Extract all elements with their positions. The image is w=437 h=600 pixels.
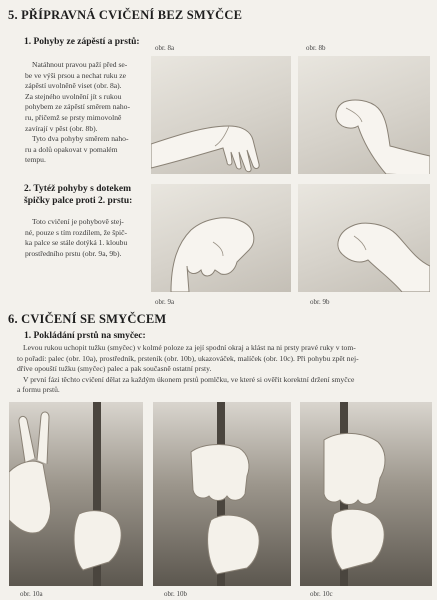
section-6-text [17, 343, 431, 396]
photo-10a [9, 402, 143, 586]
text-line: ka palce se stále dotýká 1. kloubu [25, 238, 128, 248]
text-line: Toto cvičení je pohybově stej- [32, 217, 124, 226]
text-line: Natáhnout pravou paží před se- [32, 60, 128, 69]
hand-closed-touch-illustration [298, 184, 430, 292]
photo-8b [298, 56, 430, 174]
caption-10b: obr. 10b [164, 590, 187, 598]
hand-hanging-illustration [151, 56, 291, 174]
section-5-title: 5. PŘÍPRAVNÁ CVIČENÍ BEZ SMYČCE [8, 8, 243, 22]
caption-10a: obr. 10a [20, 590, 43, 598]
heading-line: 2. Tytéž pohyby s dotekem [24, 184, 132, 194]
exercise-1-heading: 1. Pohyby ze zápěstí a prstů: [24, 37, 140, 47]
photo-9b [298, 184, 430, 292]
caption-8b: obr. 8b [306, 44, 326, 52]
caption-9a: obr. 9a [155, 298, 175, 306]
text-line: zavírají v pěst (obr. 8b). [25, 123, 98, 133]
hand-on-bow-10a-illustration [9, 402, 143, 586]
text-line: pohybem ze zápěstí směrem naho- [25, 102, 131, 112]
exercise-3-heading: 1. Pokládání prstů na smyčec: [24, 331, 146, 341]
text-line: tempu. [25, 155, 46, 165]
text-line: ru a dolů opakovat v pomalém [25, 144, 118, 154]
text-line: né, pouze s tím rozdílem, že špič- [25, 227, 128, 237]
photo-8a [151, 56, 291, 174]
text-line: V první fázi těchto cvičení dělat za každým úkonem prstů pomlčku, ve které si ověřit korektní držení smyčce [23, 374, 355, 384]
text-line: ru, přičemž se prsty mimovolně [25, 112, 122, 122]
exercise-1-text [25, 60, 140, 166]
text-line: Za stejného uvolnění jít s rukou [25, 91, 122, 101]
text-line: zápěstí uvolněně viset (obr. 8a). [25, 81, 122, 91]
photo-9a [151, 184, 291, 292]
caption-10c: obr. 10c [310, 590, 333, 598]
hand-on-bow-10c-illustration [300, 402, 432, 586]
text-line: dříve opouští tužku (smyčec) palec a pak současně ostatní prsty. [17, 364, 212, 374]
exercise-2-text [25, 217, 142, 259]
section-6-title: 6. CVIČENÍ SE SMYČCEM [8, 312, 167, 326]
caption-9b: obr. 9b [310, 298, 330, 306]
hand-fist-illustration [298, 56, 430, 174]
text-line: Levou rukou uchopit tužku (smyčec) v kolmé poloze za její spodní okraj a klást na ni prsty pravé ruky v tom- [23, 343, 356, 352]
photo-10c [300, 402, 432, 586]
text-line: Tyto dva pohyby směrem naho- [32, 134, 129, 144]
text-line: prostředního prstu (obr. 9a, 9b). [25, 248, 122, 258]
caption-8a: obr. 8a [155, 44, 175, 52]
hand-on-bow-10b-illustration [153, 402, 291, 586]
hand-thumb-touch-illustration [151, 184, 291, 292]
text-line: to pořadí: palec (obr. 10a), prostředník, prsteník (obr. 10b), ukazováček, malíček (obr. 10c). Při pohybu zpět nej- [17, 353, 359, 363]
text-line: a formu prstů. [17, 385, 60, 395]
exercise-2-heading [24, 183, 132, 207]
heading-line: špičky palce proti 2. prstu: [24, 196, 133, 206]
photo-10b [153, 402, 291, 586]
text-line: be ve výši prsou a nechat ruku ze [25, 70, 127, 80]
